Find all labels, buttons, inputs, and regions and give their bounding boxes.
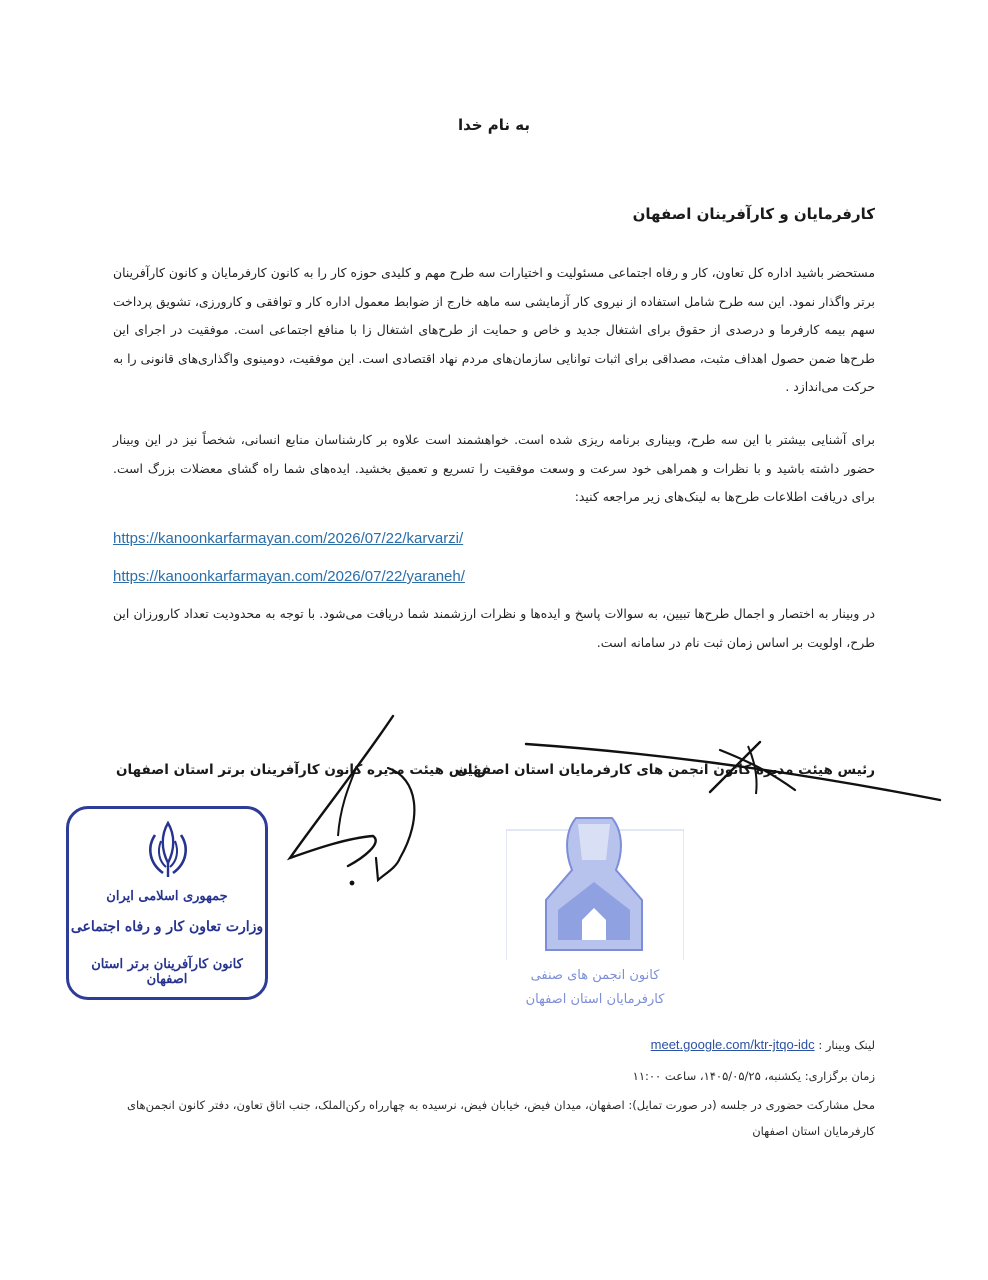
body-paragraph-3: در وبینار به اختصار و اجمال طرح‌ها تبیین، به سوالات پاسخ و ایده‌ها و نظرات ارزشمند شما دریافت می‌شود. با توجه به محدودیت تعداد کارورزان این طرح، اولویت بر اساس زمان ثبت نام در سامانه است. [113, 606, 875, 650]
official-stamp-ministry [66, 806, 268, 1000]
meeting-time: زمان برگزاری: یکشنبه، ۱۴۰۵/۰۵/۲۵، ساعت ۱۱:۰۰ [632, 1069, 875, 1083]
signature-title-employers: رئیس هیئت مدیره کانون انجمن های کارفرمایان استان اصفهان [456, 762, 875, 778]
link-yaraneh[interactable]: https://kanoonkarfarmayan.com/2026/07/22/yaraneh/ [113, 568, 465, 585]
association-logo-stamp [506, 810, 684, 1022]
body-paragraph-1: مستحضر باشید اداره کل تعاون، کار و رفاه اجتماعی مسئولیت و اختیارات سه طرح مهم و کلیدی حوزه کار را به کانون کارفرمایان و کانون کارآفرینان برتر واگذار نمود. این سه طرح شامل استفاده از نیروی کار آزمایشی سه ماهه خارج از ضوابط معمول اداره کار و توافقی و کارورزی، تشویق پرداخت سهم بیمه کارفرما و درصدی از حقوق برای اشتغال جدید و خاص و حمایت از طرح‌های اشتغال زا با منافع اجتماعی است. موفقیت در اجرای این طرح‌ها ضمن حصول اهداف مثبت، مصداقی برای اثبات توانایی سازمان‌های مردم نهاد اقتصادی است. این موفقیت، دومینوی واگذاری‌های قانونی را به حرکت می‌اندازد . [113, 265, 875, 394]
addressee: کارفرمایان و کارآفرینان اصفهان [632, 205, 875, 223]
signature-title-entrepreneurs: رئیس هیئت مدیره کانون کارآفرینان برتر استان اصفهان [116, 762, 487, 778]
handwritten-signature-right [520, 732, 950, 812]
stamp-organization: کانون کارآفرینان برتر استان اصفهان [91, 957, 243, 987]
stamp-country: جمهوری اسلامی ایران [106, 889, 228, 904]
link-karvarzi[interactable]: https://kanoonkarfarmayan.com/2026/07/22/karvarzi/ [113, 530, 464, 547]
document-title: به نام خدا [457, 116, 531, 134]
webinar-info [651, 1032, 875, 1058]
meeting-location: محل مشارکت حضوری در جلسه (در صورت تمایل): اصفهان، میدان فیض، خیابان فیض، نرسیده به چهارراه رکن‌الملک، جنب اتاق تعاون، دفتر کانون انجمن‌های کارفرمایان استان اصفهان [127, 1098, 875, 1138]
webinar-label: لینک وبینار : [818, 1038, 875, 1052]
handwritten-signature-left [278, 708, 428, 898]
logo-text-line-2: کارفرمایان استان اصفهان [525, 992, 665, 1007]
iran-emblem-icon [139, 819, 197, 881]
body-paragraph-2: برای آشنایی بیشتر با این سه طرح، وبیناری برنامه ریزی شده است. خواهشمند است علاوه بر کارشناسان منابع انسانی، شخصاً نیز در این وبینار حضور داشته باشید و با نظرات و همراهی خود سرعت و وسعت موفقیت را تسریع و تعمیق بخشید. ایده‌های شما راه گشای معضلات بزرگ است. برای دریافت اطلاعات طرح‌ها به لینک‌های زیر مراجعه کنید: [113, 432, 875, 504]
logo-text-line-1: کانون انجمن های صنفی [530, 968, 660, 983]
association-logo-icon [506, 810, 684, 960]
stamp-ministry: وزارت تعاون کار و رفاه اجتماعی [70, 919, 264, 935]
webinar-link[interactable]: meet.google.com/ktr-jtqo-idc [650, 1037, 815, 1052]
